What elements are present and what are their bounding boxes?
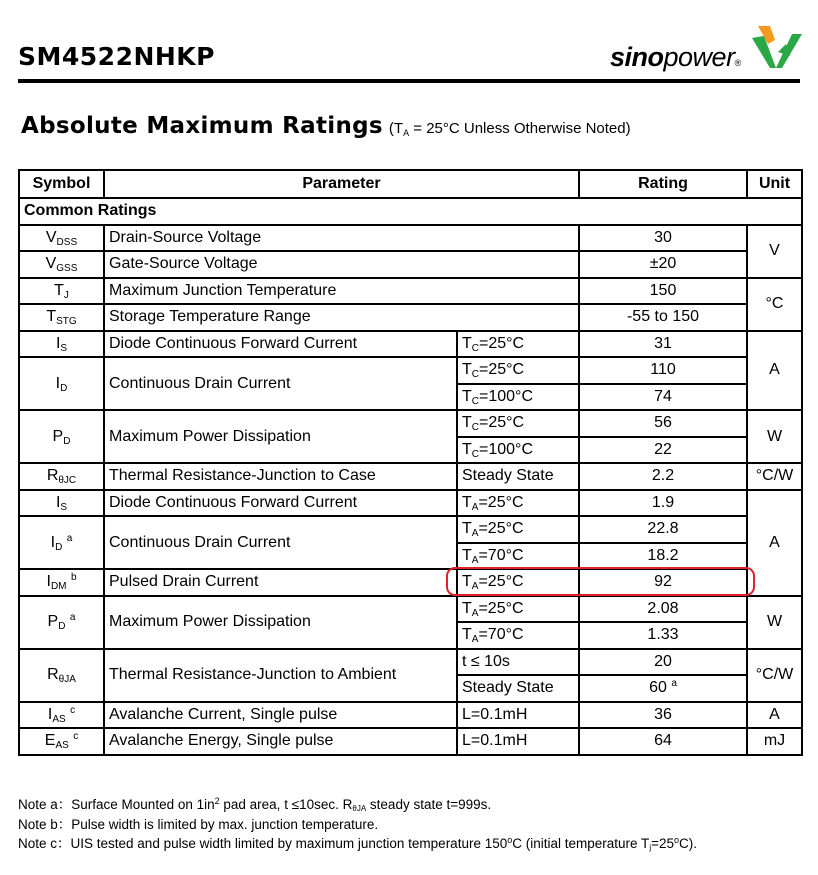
rating-cell: 110 <box>579 357 747 384</box>
condition-cell <box>457 543 579 570</box>
note-c-text-1: Note c：UIS tested and pulse width limited by maximum junction temperature 150 <box>18 836 508 851</box>
title-condition <box>389 120 631 137</box>
table-row <box>19 516 802 543</box>
cond-value: =25°C <box>478 493 524 511</box>
parameter-cell: Avalanche Energy, Single pulse <box>104 728 457 755</box>
cond-sub: A <box>471 634 479 646</box>
condition-cell <box>457 384 579 411</box>
symbol-sub: D <box>63 435 71 447</box>
logo-text-bold: sino <box>610 42 664 72</box>
symbol-cell <box>19 490 104 517</box>
note-a <box>18 795 697 815</box>
cond-value: =100°C <box>479 387 534 405</box>
cond-letter: T <box>462 626 472 644</box>
symbol-cell <box>19 278 104 305</box>
note-a-text-2: pad area, t ≤10sec. R <box>219 797 353 812</box>
rating-cell: 1.9 <box>579 490 747 517</box>
condition-cell: Steady State <box>457 463 579 490</box>
symbol-letter: R <box>46 467 59 485</box>
table-row <box>19 357 802 384</box>
cond-value: =25°C <box>479 414 525 432</box>
symbol-letter: I <box>50 533 56 551</box>
part-number: SM4522NHKP <box>18 42 216 71</box>
cond-value: =70°C <box>478 626 524 644</box>
note-a-text-3: steady state t=999s. <box>366 797 492 812</box>
table-row <box>19 251 802 278</box>
rating-cell: 64 <box>579 728 747 755</box>
title-main: Absolute Maximum Ratings <box>21 113 383 139</box>
table-row <box>19 410 802 437</box>
symbol-letter: I <box>55 374 61 392</box>
table-row <box>19 728 802 755</box>
table-row <box>19 463 802 490</box>
rating-cell: 150 <box>579 278 747 305</box>
symbol-note: a <box>69 612 76 623</box>
cond-sub: A <box>471 581 479 593</box>
symbol-note: b <box>70 572 77 584</box>
cond-sub: A <box>471 501 479 513</box>
note-c-text-3: =25 <box>651 836 674 851</box>
condition-cell: L=0.1mH <box>457 702 579 729</box>
cond-letter: T <box>462 520 472 538</box>
symbol-sub: D <box>60 382 68 394</box>
symbol-sub: D <box>55 541 63 553</box>
rating-cell: 1.33 <box>579 622 747 649</box>
symbol-cell <box>19 596 104 649</box>
note-c <box>18 834 697 854</box>
symbol-cell <box>19 304 104 331</box>
symbol-cell <box>19 569 104 596</box>
symbol-letter: I <box>46 573 51 591</box>
sinopower-logo <box>610 22 806 80</box>
symbol-cell <box>19 702 104 729</box>
cond-letter: T <box>462 599 472 617</box>
rating-cell: 56 <box>579 410 747 437</box>
symbol-sub: θJA <box>58 674 76 685</box>
table-row <box>19 702 802 729</box>
cond-letter: T <box>462 573 472 591</box>
title-cond-sub: A <box>403 128 410 138</box>
condition-cell: t ≤ 10s <box>457 649 579 676</box>
parameter-cell: Maximum Junction Temperature <box>104 278 579 305</box>
symbol-cell <box>19 516 104 569</box>
symbol-sub: S <box>60 342 68 354</box>
note-b: Note b：Pulse width is limited by max. junction temperature. <box>18 816 379 832</box>
logo-emblem-icon <box>744 22 806 72</box>
note-c-text-4: C). <box>679 836 698 851</box>
symbol-sub: STG <box>56 316 77 328</box>
rating-cell: 31 <box>579 331 747 358</box>
table-row <box>19 596 802 623</box>
symbol-note: a <box>66 532 73 544</box>
table-header-row <box>19 170 802 198</box>
condition-cell <box>457 437 579 464</box>
condition-cell <box>457 490 579 517</box>
note-a-sup: 2 <box>214 796 220 806</box>
table-row <box>19 490 802 517</box>
condition-cell <box>457 357 579 384</box>
parameter-cell: Continuous Drain Current <box>104 516 457 569</box>
parameter-cell: Storage Temperature Range <box>104 304 579 331</box>
parameter-cell: Drain-Source Voltage <box>104 225 579 252</box>
cond-letter: T <box>462 440 472 458</box>
symbol-note: c <box>73 731 79 743</box>
condition-cell: Steady State <box>457 675 579 702</box>
rating-note: a <box>671 678 677 690</box>
cond-sub: A <box>471 607 479 619</box>
parameter-cell: Thermal Resistance-Junction to Case <box>104 463 457 490</box>
note-c-sub: j <box>649 843 652 852</box>
symbol-cell <box>19 728 104 755</box>
section-title <box>21 113 631 139</box>
condition-cell <box>457 622 579 649</box>
unit-cell: W <box>747 596 802 649</box>
symbol-sub: AS <box>52 713 66 725</box>
symbol-sub: θJC <box>58 475 77 487</box>
cond-letter: T <box>462 387 472 405</box>
unit-cell: °C/W <box>747 463 802 490</box>
symbol-sub: DM <box>50 581 67 593</box>
condition-cell <box>457 596 579 623</box>
cond-letter: T <box>462 493 472 511</box>
note-a-sub: θJA <box>352 804 367 813</box>
rating-cell: 22 <box>579 437 747 464</box>
symbol-sub: D <box>58 621 66 632</box>
cond-sub: A <box>471 528 479 540</box>
symbol-letter: T <box>54 281 64 299</box>
rating-cell: 18.2 <box>579 543 747 570</box>
unit-cell: mJ <box>747 728 802 755</box>
cond-letter: T <box>462 361 472 379</box>
note-a-text-1: Note a：Surface Mounted on 1in <box>18 797 215 812</box>
header-rule <box>18 79 800 83</box>
symbol-sub: GSS <box>56 263 78 275</box>
symbol-sub: J <box>63 289 69 301</box>
title-cond-rest: = 25°C Unless Otherwise Noted) <box>409 120 631 137</box>
cond-letter: T <box>462 334 472 352</box>
cond-sub: C <box>471 395 480 407</box>
symbol-letter: I <box>55 334 61 352</box>
symbol-letter: E <box>44 732 56 750</box>
symbol-cell <box>19 225 104 252</box>
header-unit: Unit <box>747 170 802 198</box>
condition-cell <box>457 331 579 358</box>
table-row <box>19 649 802 676</box>
symbol-cell <box>19 251 104 278</box>
cond-letter: T <box>462 546 472 564</box>
condition-cell: L=0.1mH <box>457 728 579 755</box>
rating-cell: 22.8 <box>579 516 747 543</box>
section-common-ratings: Common Ratings <box>19 198 802 225</box>
cond-value: =25°C <box>479 361 525 379</box>
cond-value: =25°C <box>479 334 525 352</box>
parameter-cell: Diode Continuous Forward Current <box>104 490 457 517</box>
logo-text-rest: power <box>663 42 735 72</box>
rating-cell: -55 to 150 <box>579 304 747 331</box>
symbol-sub: DSS <box>56 236 78 248</box>
footnotes <box>18 795 697 854</box>
cond-value: =25°C <box>478 520 524 538</box>
rating-cell: 2.2 <box>579 463 747 490</box>
unit-cell: A <box>747 490 802 596</box>
cond-value: =25°C <box>478 573 524 591</box>
symbol-sub: S <box>60 501 68 513</box>
table-row <box>19 331 802 358</box>
unit-cell: °C/W <box>747 649 802 702</box>
symbol-cell <box>19 331 104 358</box>
symbol-letter: P <box>47 613 59 630</box>
parameter-cell: Pulsed Drain Current <box>104 569 457 596</box>
unit-cell: A <box>747 331 802 411</box>
symbol-cell <box>19 649 104 702</box>
rating-cell: ±20 <box>579 251 747 278</box>
symbol-sub: AS <box>55 740 69 752</box>
parameter-cell: Thermal Resistance-Junction to Ambient <box>104 649 457 702</box>
table-row <box>19 304 802 331</box>
note-c-text-2: C (initial temperature T <box>512 836 650 851</box>
ratings-table <box>18 169 803 756</box>
rating-cell: 92 <box>579 569 747 596</box>
cond-letter: T <box>462 414 472 432</box>
rating-cell: 74 <box>579 384 747 411</box>
cond-value: =70°C <box>478 546 524 564</box>
rating-cell: 36 <box>579 702 747 729</box>
header-rating: Rating <box>579 170 747 198</box>
symbol-letter: P <box>52 427 64 445</box>
unit-cell: °C <box>747 278 802 331</box>
symbol-cell <box>19 463 104 490</box>
unit-cell: W <box>747 410 802 463</box>
header-parameter: Parameter <box>104 170 579 198</box>
unit-cell: A <box>747 702 802 729</box>
symbol-cell <box>19 410 104 463</box>
symbol-note: c <box>70 704 76 716</box>
parameter-cell: Maximum Power Dissipation <box>104 410 457 463</box>
symbol-letter: I <box>55 493 61 511</box>
cond-sub: C <box>471 448 480 460</box>
rating-cell: 30 <box>579 225 747 252</box>
note-c-sup1: o <box>507 835 513 845</box>
cond-value: =100°C <box>479 440 534 458</box>
symbol-letter: V <box>45 228 57 246</box>
cond-sub: C <box>471 342 480 354</box>
table-row <box>19 278 802 305</box>
symbol-cell <box>19 357 104 410</box>
parameter-cell: Avalanche Current, Single pulse <box>104 702 457 729</box>
logo-wordmark <box>610 42 741 73</box>
unit-cell: V <box>747 225 802 278</box>
rating-cell: 20 <box>579 649 747 676</box>
rating-cell <box>579 675 747 702</box>
symbol-letter: I <box>47 705 53 723</box>
header-symbol: Symbol <box>19 170 104 198</box>
condition-cell <box>457 410 579 437</box>
parameter-cell: Continuous Drain Current <box>104 357 457 410</box>
symbol-letter: V <box>45 255 57 273</box>
cond-sub: C <box>471 422 480 434</box>
parameter-cell: Gate-Source Voltage <box>104 251 579 278</box>
cond-value: =25°C <box>478 599 524 617</box>
highlight-annotation <box>446 567 755 596</box>
table-row <box>19 225 802 252</box>
symbol-letter: R <box>47 666 59 683</box>
logo-registered-mark: ® <box>734 58 741 68</box>
symbol-letter: T <box>46 308 57 326</box>
cond-sub: A <box>471 554 479 566</box>
section-row <box>19 198 802 225</box>
cond-sub: C <box>471 369 480 381</box>
condition-cell <box>457 516 579 543</box>
parameter-cell: Maximum Power Dissipation <box>104 596 457 649</box>
rating-cell: 2.08 <box>579 596 747 623</box>
note-c-sup2: o <box>674 835 680 845</box>
rating-value: 60 <box>649 679 667 697</box>
title-cond-prefix: (T <box>388 120 404 137</box>
parameter-cell: Diode Continuous Forward Current <box>104 331 457 358</box>
